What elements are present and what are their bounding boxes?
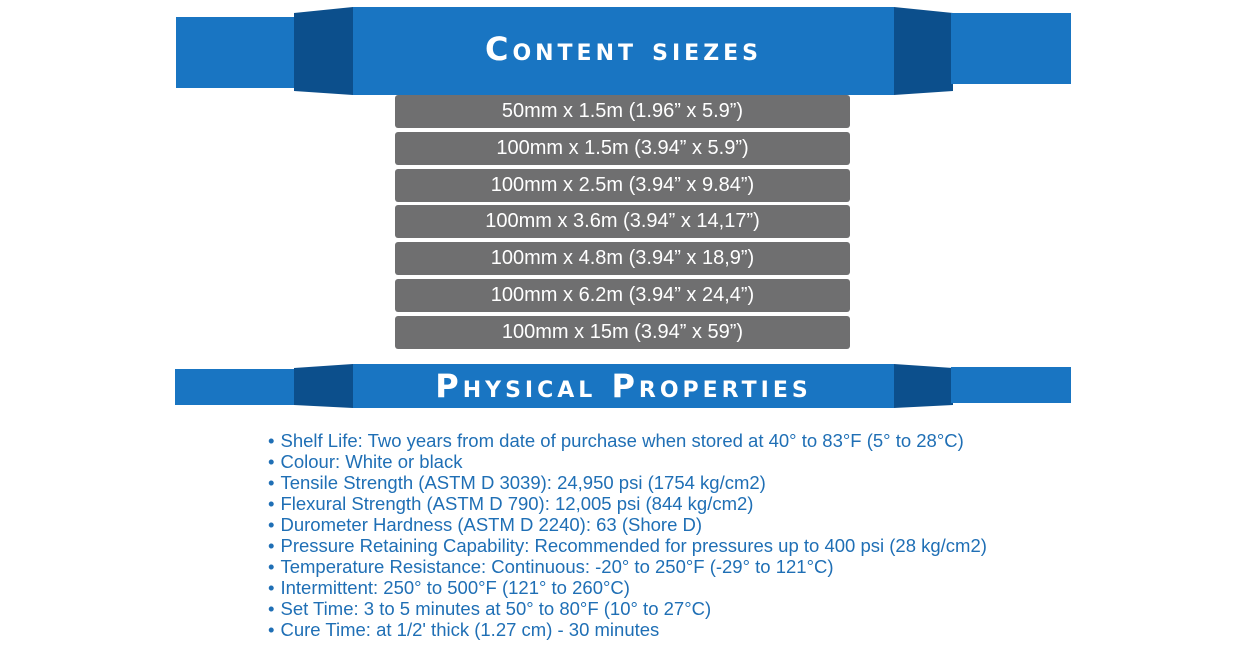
bullet: • — [268, 598, 275, 619]
property-item — [268, 619, 987, 640]
property-text: Pressure Retaining Capability: Recommended for pressures up to 400 psi (28 kg/cm2) — [280, 535, 987, 556]
size-row: 100mm x 15m (3.94” x 59”) — [395, 316, 850, 349]
bullet: • — [268, 556, 275, 577]
property-item — [268, 430, 987, 451]
size-row: 100mm x 3.6m (3.94” x 14,17”) — [395, 205, 850, 238]
size-row: 100mm x 6.2m (3.94” x 24,4”) — [395, 279, 850, 312]
bullet: • — [268, 451, 275, 472]
property-text: Set Time: 3 to 5 minutes at 50° to 80°F (10° to 27°C) — [280, 598, 712, 619]
content-sizes-banner — [0, 7, 1250, 95]
bullet: • — [268, 493, 275, 514]
property-item — [268, 451, 987, 472]
size-list — [395, 95, 850, 353]
property-text: Shelf Life: Two years from date of purchase when stored at 40° to 83°F (5° to 28°C) — [280, 430, 964, 451]
property-text: Durometer Hardness (ASTM D 2240): 63 (Shore D) — [280, 514, 703, 535]
property-text: Flexural Strength (ASTM D 790): 12,005 psi (844 kg/cm2) — [280, 493, 754, 514]
property-text: Temperature Resistance: Continuous: -20° to 250°F (-29° to 121°C) — [280, 556, 834, 577]
property-text: Intermittent: 250° to 500°F (121° to 260°C) — [280, 577, 630, 598]
property-item — [268, 535, 987, 556]
properties-list — [268, 430, 987, 640]
property-item — [268, 514, 987, 535]
bullet: • — [268, 472, 275, 493]
property-item — [268, 598, 987, 619]
bullet: • — [268, 430, 275, 451]
bullet: • — [268, 619, 275, 640]
property-item — [268, 493, 987, 514]
property-item — [268, 472, 987, 493]
property-item — [268, 577, 987, 598]
size-row: 50mm x 1.5m (1.96” x 5.9”) — [395, 95, 850, 128]
bullet: • — [268, 577, 275, 598]
size-row: 100mm x 4.8m (3.94” x 18,9”) — [395, 242, 850, 275]
property-text: Cure Time: at 1/2' thick (1.27 cm) - 30 minutes — [280, 619, 660, 640]
size-row: 100mm x 2.5m (3.94” x 9.84”) — [395, 169, 850, 202]
physical-properties-banner — [0, 364, 1250, 408]
property-item — [268, 556, 987, 577]
physical-properties-title: Physical Properties — [435, 367, 812, 405]
bullet: • — [268, 535, 275, 556]
property-text: Colour: White or black — [280, 451, 463, 472]
bullet: • — [268, 514, 275, 535]
property-text: Tensile Strength (ASTM D 3039): 24,950 psi (1754 kg/cm2) — [280, 472, 766, 493]
content-sizes-title: Content siezes — [484, 30, 763, 68]
size-row: 100mm x 1.5m (3.94” x 5.9”) — [395, 132, 850, 165]
